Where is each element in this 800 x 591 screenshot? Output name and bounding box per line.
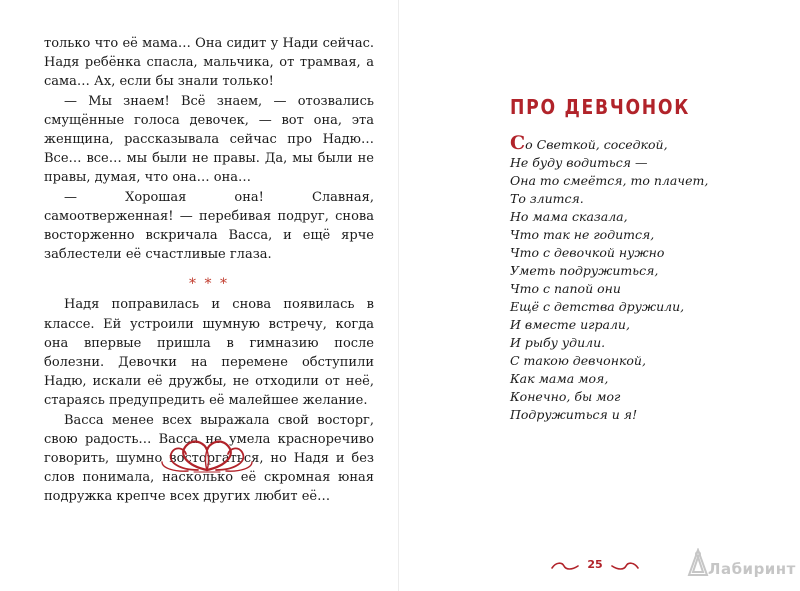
labirint-watermark — [686, 544, 796, 584]
poem-line: Что так не годится, — [510, 227, 655, 242]
paragraph: только что её мама… Она сидит у Нади сейчас. Надя ребёнка спасла, мальчика, от трамвая, а сама… Ах, если бы знали только! — [44, 36, 374, 90]
ornament-flourish-icon — [158, 436, 256, 476]
section-separator: * * * — [189, 276, 229, 293]
poem-line: Что с папой они — [510, 281, 621, 296]
paragraph: Надя поправилась и снова появилась в классе. Ей устроили шумную встречу, когда она впервые пришла в гимназию после болезни. Девочки на перемене обступили Надю, искали её дружбы, не отходили от неё, стараясь предупредить её малейшее желание. — [44, 297, 374, 409]
labirint-logo-icon — [686, 548, 710, 578]
poem-line: Конечно, бы мог — [510, 389, 621, 404]
poem-first-line — [510, 132, 780, 154]
poem-line: Что с девочкой нужно — [510, 245, 665, 260]
poem-line: Ещё с детства дружили, — [510, 299, 685, 314]
left-page — [0, 0, 398, 591]
poem-line: Как мама моя, — [510, 371, 609, 386]
poem-line: Она то смеётся, то плачет, — [510, 173, 709, 188]
paragraph: — Хорошая она! Славная, самоотверженная! — перебивая подруг, снова восторженно вскричала Васса, и ещё ярче заблестели её счастливые глаза. — [44, 189, 374, 263]
poem-line: Но мама сказала, — [510, 209, 628, 224]
swirl-left-icon — [550, 560, 580, 572]
paragraph: Васса менее всех выражала свой восторг, свою радость… Васса не умела красноречиво говорить, шумно восторгаться, но Надя и без слов понимала, насколько её скромная юная подружка крепче всех других любит её… — [44, 412, 374, 505]
poem-line: С такою девчонкой, — [510, 353, 646, 368]
swirl-right-icon — [610, 560, 640, 572]
poem-line: Уметь подружиться, — [510, 263, 659, 278]
poem — [510, 132, 780, 424]
poem-first-line-text: о Светкой, соседкой, — [525, 137, 668, 152]
poem-title: ПРО ДЕВЧОНОК — [510, 95, 691, 119]
poem-line: Не буду водиться — — [510, 155, 648, 170]
page-number: 25 — [587, 558, 603, 571]
poem-line: И вместе играли, — [510, 317, 630, 332]
watermark-text: Лабиринт — [708, 560, 796, 578]
poem-line: И рыбу удили. — [510, 335, 606, 350]
drop-cap: С — [510, 132, 526, 154]
poem-line: То злится. — [510, 191, 584, 206]
right-page — [398, 0, 800, 591]
page-footer — [550, 556, 640, 576]
paragraph: — Мы знаем! Всё знаем, — отозвались смущённые голоса девочек, — вот она, эта женщина, рассказывала сейчас про Надю… Все… все… мы были не правы. Да, мы были не правы, думая, что она… она… — [44, 93, 374, 186]
poem-line: Подружиться и я! — [510, 407, 638, 422]
